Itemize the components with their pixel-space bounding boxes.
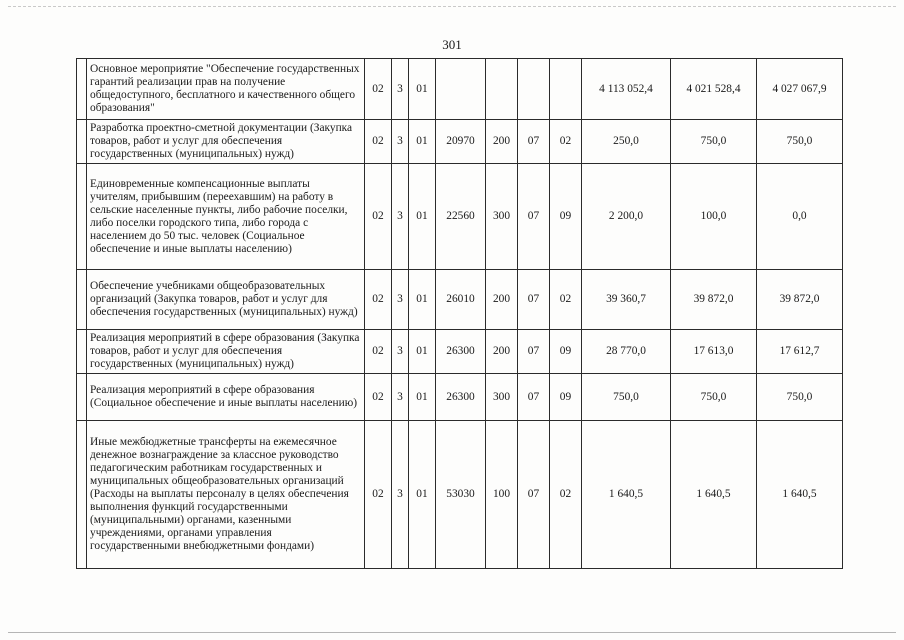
code-section: 07 xyxy=(518,330,550,374)
amount-year-3: 4 027 067,9 xyxy=(757,59,843,120)
row-name: Иные межбюджетные трансферты на ежемесячное денежное вознаграждение за классное руководство педагогическим работникам государственных и муниципальных общеобразовательных организаций (Расходы на выплаты персоналу в целях обеспечения выполнения функций государственными (муниципальными) органами, казенными учреждениями, органами управления государственными внебюджетными фондами) xyxy=(87,421,365,569)
amount-year-2: 100,0 xyxy=(671,164,757,270)
amount-year-1: 250,0 xyxy=(582,120,671,164)
code-expense-type: 300 xyxy=(486,164,518,270)
code-grbs: 02 xyxy=(365,374,392,421)
code-grbs: 02 xyxy=(365,164,392,270)
code-subprogram: 01 xyxy=(409,374,436,421)
code-direction xyxy=(436,59,486,120)
row-margin-cell xyxy=(77,164,87,270)
code-program: 3 xyxy=(392,59,409,120)
amount-year-1: 39 360,7 xyxy=(582,270,671,330)
code-subsection: 09 xyxy=(550,330,582,374)
row-margin-cell xyxy=(77,120,87,164)
code-grbs: 02 xyxy=(365,120,392,164)
code-subsection: 02 xyxy=(550,270,582,330)
code-section: 07 xyxy=(518,120,550,164)
table-row xyxy=(77,120,843,164)
amount-year-2: 1 640,5 xyxy=(671,421,757,569)
amount-year-3: 750,0 xyxy=(757,374,843,421)
code-subprogram: 01 xyxy=(409,270,436,330)
amount-year-1: 28 770,0 xyxy=(582,330,671,374)
code-section: 07 xyxy=(518,164,550,270)
row-name: Обеспечение учебниками общеобразовательных организаций (Закупка товаров, работ и услуг для обеспечения государственных (муниципальных) нужд) xyxy=(87,270,365,330)
code-grbs: 02 xyxy=(365,59,392,120)
code-grbs: 02 xyxy=(365,270,392,330)
code-program: 3 xyxy=(392,120,409,164)
amount-year-1: 1 640,5 xyxy=(582,421,671,569)
row-margin-cell xyxy=(77,59,87,120)
row-margin-cell xyxy=(77,330,87,374)
code-expense-type: 200 xyxy=(486,330,518,374)
code-subprogram: 01 xyxy=(409,59,436,120)
table-row xyxy=(77,270,843,330)
table-row xyxy=(77,421,843,569)
row-name: Реализация мероприятий в сфере образования (Закупка товаров, работ и услуг для обеспечения государственных (муниципальных) нужд) xyxy=(87,330,365,374)
code-grbs: 02 xyxy=(365,421,392,569)
code-expense-type xyxy=(486,59,518,120)
code-direction: 53030 xyxy=(436,421,486,569)
row-name: Разработка проектно-сметной документации (Закупка товаров, работ и услуг для обеспечения государственных (муниципальных) нужд) xyxy=(87,120,365,164)
amount-year-1: 2 200,0 xyxy=(582,164,671,270)
row-name: Основное мероприятие "Обеспечение государственных гарантий реализации прав на получение общедоступного, бесплатного и качественного общего образования" xyxy=(87,59,365,120)
budget-table xyxy=(76,58,843,569)
row-margin-cell xyxy=(77,374,87,421)
amount-year-3: 750,0 xyxy=(757,120,843,164)
code-subsection: 02 xyxy=(550,421,582,569)
table-body xyxy=(77,59,843,569)
code-program: 3 xyxy=(392,270,409,330)
code-subsection: 02 xyxy=(550,120,582,164)
code-direction: 20970 xyxy=(436,120,486,164)
code-expense-type: 200 xyxy=(486,270,518,330)
code-subprogram: 01 xyxy=(409,120,436,164)
code-expense-type: 300 xyxy=(486,374,518,421)
table-row xyxy=(77,374,843,421)
code-direction: 26300 xyxy=(436,374,486,421)
row-margin-cell xyxy=(77,270,87,330)
row-name: Реализация мероприятий в сфере образования (Социальное обеспечение и иные выплаты населению) xyxy=(87,374,365,421)
code-direction: 26010 xyxy=(436,270,486,330)
amount-year-2: 4 021 528,4 xyxy=(671,59,757,120)
code-subsection: 09 xyxy=(550,374,582,421)
amount-year-2: 750,0 xyxy=(671,120,757,164)
code-grbs: 02 xyxy=(365,330,392,374)
code-direction: 22560 xyxy=(436,164,486,270)
code-expense-type: 200 xyxy=(486,120,518,164)
code-section: 07 xyxy=(518,374,550,421)
code-subprogram: 01 xyxy=(409,421,436,569)
table-row xyxy=(77,164,843,270)
table-row xyxy=(77,59,843,120)
code-section: 07 xyxy=(518,421,550,569)
code-program: 3 xyxy=(392,164,409,270)
code-program: 3 xyxy=(392,421,409,569)
row-name: Единовременные компенсационные выплаты учителям, прибывшим (переехавшим) на работу в сельские населенные пункты, либо рабочие поселки, либо поселки городского типа, либо города с населением до 50 тыс. человек (Социальное обеспечение и иные выплаты населению) xyxy=(87,164,365,270)
page-number: 301 xyxy=(442,37,462,52)
scan-edge-top xyxy=(8,6,896,7)
code-subprogram: 01 xyxy=(409,164,436,270)
amount-year-1: 750,0 xyxy=(582,374,671,421)
code-expense-type: 100 xyxy=(486,421,518,569)
code-section: 07 xyxy=(518,270,550,330)
amount-year-2: 39 872,0 xyxy=(671,270,757,330)
code-direction: 26300 xyxy=(436,330,486,374)
amount-year-2: 17 613,0 xyxy=(671,330,757,374)
amount-year-3: 1 640,5 xyxy=(757,421,843,569)
amount-year-1: 4 113 052,4 xyxy=(582,59,671,120)
code-program: 3 xyxy=(392,330,409,374)
code-section xyxy=(518,59,550,120)
scan-edge-bottom xyxy=(8,632,896,633)
amount-year-2: 750,0 xyxy=(671,374,757,421)
row-margin-cell xyxy=(77,421,87,569)
amount-year-3: 39 872,0 xyxy=(757,270,843,330)
amount-year-3: 0,0 xyxy=(757,164,843,270)
code-subprogram: 01 xyxy=(409,330,436,374)
code-program: 3 xyxy=(392,374,409,421)
code-subsection xyxy=(550,59,582,120)
code-subsection: 09 xyxy=(550,164,582,270)
amount-year-3: 17 612,7 xyxy=(757,330,843,374)
table-row xyxy=(77,330,843,374)
